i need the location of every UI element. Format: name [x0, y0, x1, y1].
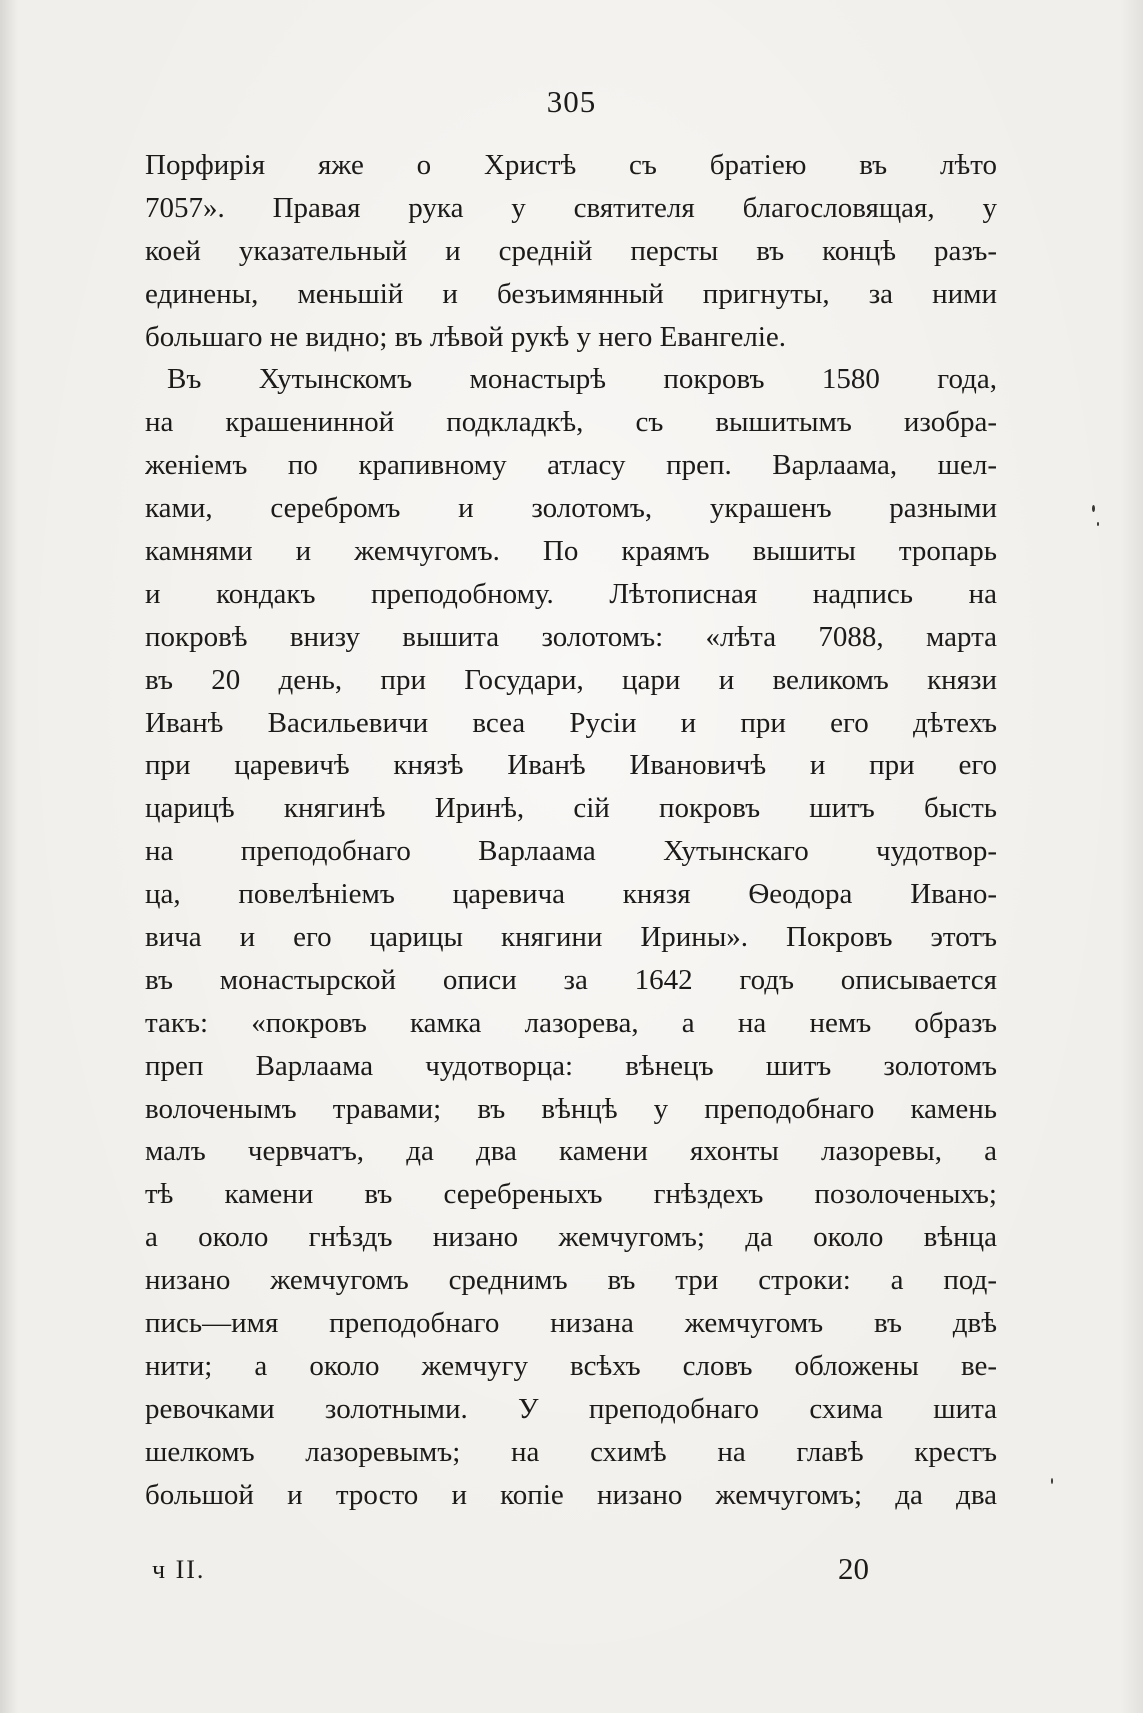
text-line: малъ червчатъ, да два камени яхонты лазоревы, а [145, 1135, 997, 1168]
text-line: тѣ камени въ серебреныхъ гнѣздехъ позолоченыхъ; [145, 1178, 997, 1211]
text-line: ками, серебромъ и золотомъ, украшенъ разными [145, 492, 997, 525]
paper-speck [1051, 1478, 1053, 1484]
text-line: волоченымъ травами; въ вѣнцѣ у преподобнаго камень [145, 1092, 997, 1125]
text-line: въ 20 день, при Государи, цари и великомъ князи [145, 663, 997, 696]
text-line: низано жемчугомъ среднимъ въ три строки: а под- [145, 1264, 997, 1297]
text-line: въ монастырской описи за 1642 годъ описывается [145, 963, 997, 996]
text-line: женіемъ по крапивному атласу преп. Варлаама, шел- [145, 449, 997, 482]
text-line: царицѣ княгинѣ Иринѣ, сій покровъ шитъ бысть [145, 792, 997, 825]
text-line: на преподобнаго Варлаама Хутынскаго чудотвор- [145, 835, 997, 868]
text-line: камнями и жемчугомъ. По краямъ вышиты тропарь [145, 535, 997, 568]
text-line: единены, меньшій и безъимянный пригнуты, за ними [145, 277, 997, 310]
text-line: на крашенинной подкладкѣ, съ вышитымъ изобра- [145, 406, 997, 439]
text-line: вича и его царицы княгини Ирины». Покровъ этотъ [145, 921, 997, 954]
text-line: при царевичѣ князѣ Иванѣ Ивановичѣ и при его [145, 749, 997, 782]
text-line: нити; а около жемчугу всѣхъ словъ обложены ве- [145, 1349, 997, 1382]
body-text [145, 144, 997, 1517]
text-line: пись—имя преподобнаго низана жемчугомъ въ двѣ [145, 1307, 997, 1340]
text-line: шелкомъ лазоревымъ; на схимѣ на главѣ крестъ [145, 1435, 997, 1468]
text-line: большой и тросто и копіе низано жемчугомъ; да два [145, 1478, 997, 1511]
text-line: и кондакъ преподобному. Лѣтописная надпись на [145, 577, 997, 610]
text-line: такъ: «покровъ камка лазорева, а на немъ образъ [145, 1006, 997, 1039]
text-line: Иванѣ Васильевичи всеа Русіи и при его дѣтехъ [145, 706, 997, 739]
text-line: ца, повелѣніемъ царевича князя Ѳеодора Ивано- [145, 878, 997, 911]
signature-mark: ч II. [152, 1555, 206, 1584]
text-line: Въ Хутынскомъ монастырѣ покровъ 1580 года, [167, 363, 997, 396]
text-line: 7057». Правая рука у святителя благословящая, у [145, 191, 997, 224]
text-line: Порфирія яже о Христѣ съ братіею въ лѣто [145, 149, 997, 181]
sheet-number: 20 [838, 1551, 869, 1586]
text-line: большаго не видно; въ лѣвой рукѣ у него Евангеліе. [145, 320, 787, 353]
page-number: 305 [546, 84, 597, 119]
paper-speck [1092, 505, 1095, 512]
text-line: а около гнѣздъ низано жемчугомъ; да около вѣнца [145, 1221, 997, 1254]
text-line: ревочками золотными. У преподобнаго схима шита [145, 1392, 997, 1425]
text-line: покровѣ внизу вышита золотомъ: «лѣта 7088, марта [145, 620, 997, 653]
text-line: коей указательный и средній персты въ концѣ разъ- [145, 234, 997, 267]
text-line: преп Варлаама чудотворца: вѣнецъ шитъ золотомъ [145, 1049, 997, 1082]
paper-speck [1097, 522, 1099, 526]
